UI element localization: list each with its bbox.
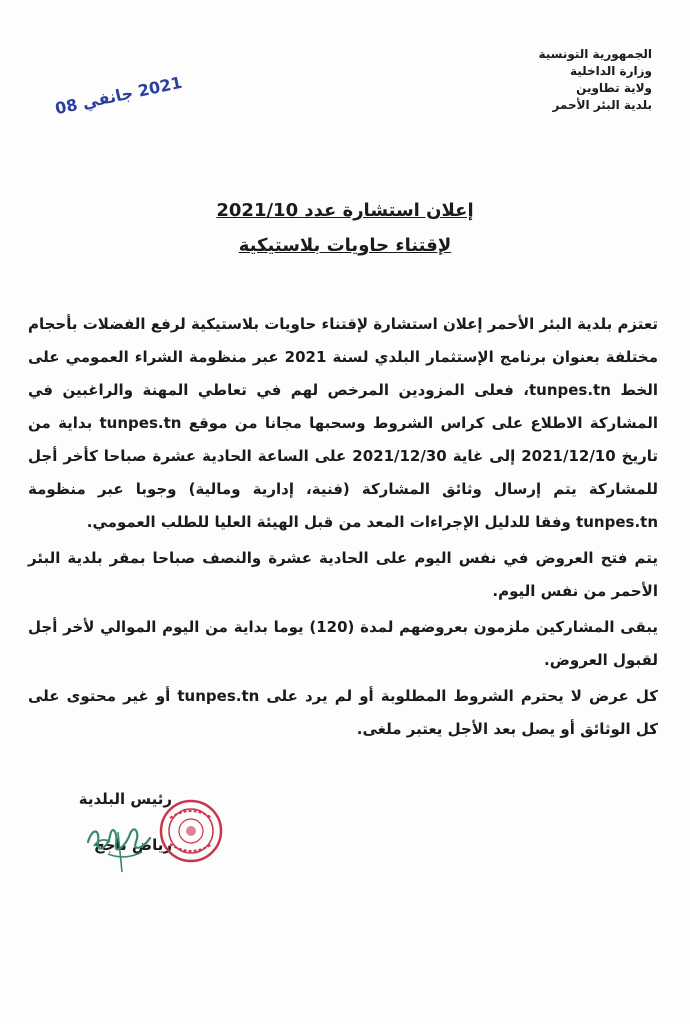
signatory-title: رئيس البلدية (78, 790, 172, 808)
letterhead-ministry: وزارة الداخلية (569, 64, 652, 78)
letterhead-country: الجمهورية التونسية (538, 47, 652, 61)
announcement-title: إعلان استشارة عدد 2021/10 (216, 200, 474, 221)
signatory-name: رياض ناجح (93, 836, 172, 854)
letterhead-municipality: بلدية البئر الأحمر (552, 98, 652, 112)
handwritten-signature (78, 802, 158, 882)
official-seal (158, 798, 224, 864)
announcement-body (28, 308, 658, 749)
letterhead-governorate: ولاية تطاوين (576, 81, 652, 95)
announcement-subtitle: لإقتناء حاويات بلاستيكية (238, 235, 452, 256)
body-paragraph: يبقى المشاركين ملزمون بعروضهم لمدة (120) يوما بداية من اليوم الموالي لأخر أجل لقبول العروض. (28, 618, 658, 669)
body-paragraph: يتم فتح العروض في نفس اليوم على الحادية عشرة والنصف صباحا بمقر بلدية البئر الأحمر من نفس اليوم. (28, 549, 658, 600)
announcement-title-block (0, 200, 690, 256)
date-stamp: 2021 جانفي 08 (53, 72, 184, 119)
letterhead (452, 46, 652, 114)
body-paragraph: تعتزم بلدية البئر الأحمر إعلان استشارة لإقتناء حاويات بلاستيكية لرفع الفضلات بأحجام مختلفة بعنوان برنامج الإستثمار البلدي لسنة 2021 عبر منظومة الشراء العمومي على الخط tunpes.tn، فعلى المزودين المرخص لهم في تعاطي المهنة والراغبين في المشاركة الاطلاع على كراس الشروط وسحبها مجانا من موقع tunpes.tn بداية من تاريخ 2021/12/10 إلى غاية 2021/12/30 على الساعة الحادية عشرة صباحا كأخر أجل للمشاركة يتم إرسال وثائق المشاركة (فنية، إدارية ومالية) وجوبا عبر منظومة tunpes.tn وفقا للدليل الإجراءات المعد من قبل الهيئة العليا للطلب العمومي. (28, 315, 658, 531)
body-paragraph: كل عرض لا يحترم الشروط المطلوبة أو لم يرد على tunpes.tn أو غير محتوى على كل الوثائق أو يصل بعد الأجل يعتبر ملغى. (28, 687, 658, 738)
